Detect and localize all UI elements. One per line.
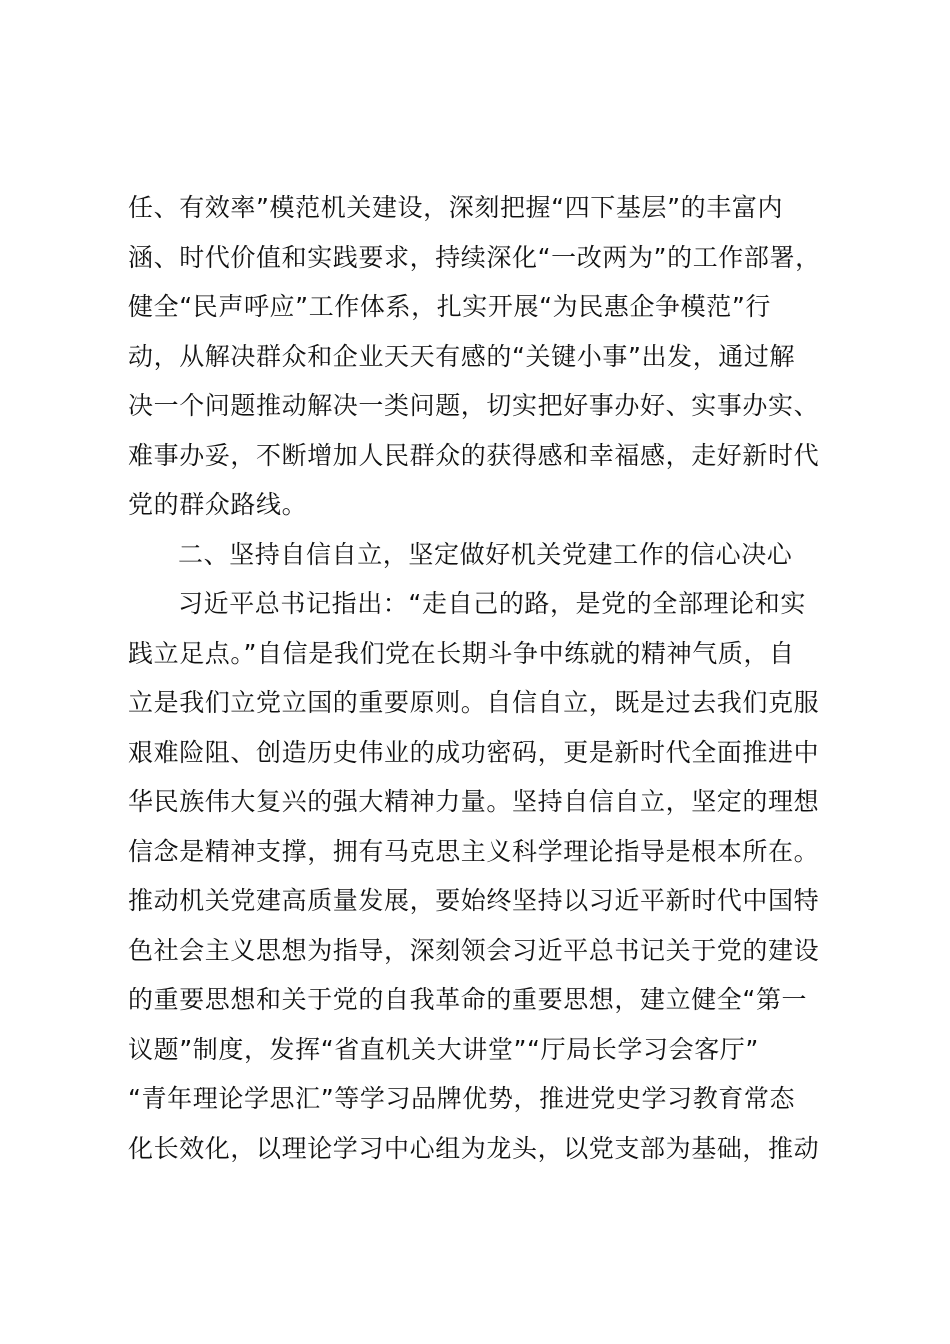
text-line-20: 化长效化，以理论学习中心组为龙头，以党支部为基础，推动 — [128, 1133, 820, 1163]
text-line-16: 色社会主义思想为指导，深刻领会习近平总书记关于党的建设 — [128, 935, 820, 965]
text-line-15: 推动机关党建高质量发展，要始终坚持以习近平新时代中国特 — [128, 886, 820, 915]
text-line-9: 习近平总书记指出：“走自己的路，是党的全部理论和实 — [178, 589, 806, 618]
text-line-19: “青年理论学思汇”等学习品牌优势，推进党史学习教育常态 — [128, 1084, 796, 1113]
text-line-13: 华民族伟大复兴的强大精神力量。坚持自信自立，坚定的理想 — [128, 787, 820, 816]
text-line-5: 决一个问题推动解决一类问题，切实把好事办好、实事办实、 — [128, 391, 820, 420]
text-line-4: 动，从解决群众和企业天天有感的“关键小事”出发，通过解 — [128, 341, 796, 371]
text-line-11: 立是我们立党立国的重要原则。自信自立，既是过去我们克服 — [128, 688, 820, 717]
body-text — [128, 183, 838, 1173]
text-line-7: 党的群众路线。 — [128, 490, 308, 519]
text-line-1: 任、有效率”模范机关建设，深刻把握“四下基层”的丰富内 — [128, 193, 784, 222]
section-heading: 二、坚持自信自立，坚定做好机关党建工作的信心决心 — [178, 539, 793, 569]
text-line-2: 涵、时代价值和实践要求，持续深化“一改两为”的工作部署， — [128, 242, 821, 272]
text-line-17: 的重要思想和关于党的自我革命的重要思想，建立健全“第一 — [128, 985, 808, 1014]
text-line-12: 艰难险阻、创造历史伟业的成功密码，更是新时代全面推进中 — [128, 737, 820, 767]
text-line-6: 难事办妥，不断增加人民群众的获得感和幸福感，走好新时代 — [128, 440, 820, 470]
text-line-3: 健全“民声呼应”工作体系，扎实开展“为民惠企争模范”行 — [128, 292, 772, 321]
text-line-14: 信念是精神支撑，拥有马克思主义科学理论指导是根本所在。 — [128, 836, 820, 866]
text-line-18: 议题”制度，发挥“省直机关大讲堂”“厅局长学习会客厅” — [128, 1034, 759, 1064]
text-line-10: 践立足点。”自信是我们党在长期斗争中练就的精神气质，自 — [128, 638, 795, 668]
